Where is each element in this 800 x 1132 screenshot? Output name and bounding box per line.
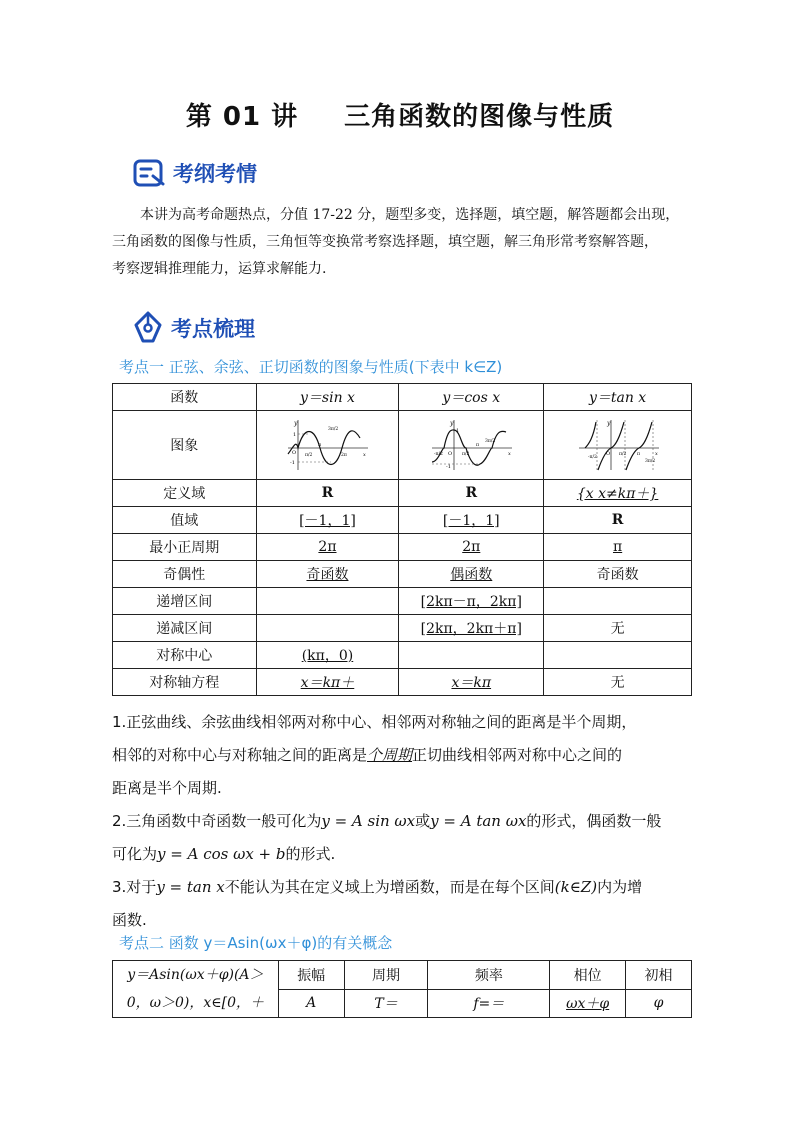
- row-label: 对称中心: [113, 642, 257, 669]
- tick-label: 3π/2: [485, 439, 496, 444]
- header-cell: y＝sin x: [256, 384, 399, 411]
- cos-graph: [428, 418, 514, 472]
- note-line: 距离是半个周期.: [112, 779, 222, 797]
- tick-label: -1: [446, 464, 452, 470]
- tick-label: π: [476, 443, 480, 448]
- note-emphasis: 个周期: [367, 746, 413, 764]
- section-heading-text: 考纲考情: [173, 162, 257, 186]
- tick-label: π/2: [462, 452, 470, 457]
- intro-paragraph: [112, 202, 692, 283]
- table-cell: [399, 642, 544, 669]
- table-row-decreasing: [113, 615, 692, 642]
- table-header-row: [113, 961, 692, 990]
- table-cell: 奇函数: [256, 561, 399, 588]
- note-text: 的形式，偶函数一般: [526, 812, 662, 830]
- table-row-domain: [113, 480, 692, 507]
- note-line: [112, 805, 692, 838]
- table-row-period: [113, 534, 692, 561]
- tick-label: O: [292, 450, 297, 456]
- note-text: 3.对于: [112, 878, 157, 896]
- axis-label: y: [606, 420, 610, 427]
- note-text: 或: [415, 812, 431, 830]
- table-cell: 2π: [256, 534, 399, 561]
- table-row-symmetry-axis: [113, 669, 692, 696]
- sin-graph-cell: [256, 411, 399, 480]
- sinusoid-concepts-table: [112, 960, 692, 1018]
- key-point-1-title: 考点一 正弦、余弦、正切函数的图象与性质(下表中 k∈Z): [119, 358, 503, 376]
- axis-label: x: [363, 452, 367, 458]
- table-row-parity: [113, 561, 692, 588]
- tan-graph: [575, 418, 661, 472]
- cos-graph-cell: [399, 411, 544, 480]
- formula: y = A tan ωx: [430, 812, 527, 830]
- tick-label: -π/2: [434, 452, 444, 457]
- tick-label: π/2: [305, 453, 313, 458]
- table-cell: [256, 615, 399, 642]
- table-header-row: [113, 384, 692, 411]
- row-label: 值域: [113, 507, 257, 534]
- tick-label: 1: [456, 428, 460, 434]
- tick-label: O: [605, 451, 610, 457]
- table-cell: R: [544, 507, 692, 534]
- tick-label: -π/2: [587, 455, 597, 460]
- table-cell: [544, 642, 692, 669]
- table-cell: 无: [544, 669, 692, 696]
- note-text: 相邻的对称中心与对称轴之间的距离是: [112, 746, 368, 764]
- axis-label: y: [294, 420, 298, 427]
- section-heading-outline: [133, 158, 257, 188]
- header-cell: 相位: [550, 961, 626, 990]
- function-definition-cell: [113, 961, 279, 1018]
- tick-label: O: [448, 451, 453, 457]
- note-line: [112, 838, 692, 871]
- section-heading-points: [133, 311, 255, 345]
- row-label: 定义域: [113, 480, 257, 507]
- note-text: 的形式.: [285, 845, 336, 863]
- key-point-2-title: 考点二 函数 y＝Asin(ωx＋φ)的有关概念: [119, 934, 393, 952]
- section-heading-text: 考点梳理: [171, 317, 255, 341]
- axis-label: y: [450, 420, 454, 427]
- note-line: [112, 871, 692, 904]
- table-cell: φ: [626, 989, 692, 1018]
- tick-label: π: [318, 443, 322, 448]
- table-cell: R: [399, 480, 544, 507]
- header-cell: 振幅: [278, 961, 344, 990]
- trig-properties-table: [112, 383, 692, 696]
- table-cell: [256, 588, 399, 615]
- formula: y = A cos ωx + b: [157, 845, 286, 863]
- header-cell: 函数: [113, 384, 257, 411]
- intro-line: 三角函数的图像与性质，三角恒等变换常考察选择题，填空题，解三角形常考察解答题，: [112, 234, 658, 250]
- axis-label: x: [654, 451, 658, 457]
- header-cell: y＝tan x: [544, 384, 692, 411]
- table-row-graph: [113, 411, 692, 480]
- row-label: 奇偶性: [113, 561, 257, 588]
- tick-label: 2π: [341, 453, 348, 458]
- table-row-increasing: [113, 588, 692, 615]
- header-cell: 初相: [626, 961, 692, 990]
- table-row-symmetry-center: [113, 642, 692, 669]
- table-cell: π: [544, 534, 692, 561]
- axis-label: x: [508, 451, 512, 457]
- row-label: 最小正周期: [113, 534, 257, 561]
- note-text: 不能认为其在定义域上为增函数，而是在每个区间: [224, 878, 555, 896]
- sin-graph: [284, 418, 370, 472]
- definition-line: y＝Asin(ωx＋φ)(A＞: [127, 967, 264, 983]
- note-line: [112, 739, 692, 772]
- row-label: 递减区间: [113, 615, 257, 642]
- note-text: 正切曲线相邻两对称中心之间的: [412, 746, 623, 764]
- lecture-number: 第 01 讲: [185, 102, 299, 132]
- note-text: 2.三角函数中奇函数一般可化为: [112, 812, 322, 830]
- tick-label: -1: [290, 460, 296, 466]
- intro-line: 本讲为高考命题热点，分值 17-22 分，题型多变，选择题，填空题，解答题都会出现，: [140, 207, 680, 223]
- table-cell: [2kπ－π，2kπ]: [399, 588, 544, 615]
- note-line: 1.正弦曲线、余弦曲线相邻两对称中心、相邻两对称轴之间的距离是半个周期，: [112, 713, 637, 731]
- table-cell: x＝kπ: [399, 669, 544, 696]
- table-cell: [2kπ，2kπ＋π]: [399, 615, 544, 642]
- row-label: 对称轴方程: [113, 669, 257, 696]
- outline-icon: [133, 158, 165, 188]
- table-cell: 2π: [399, 534, 544, 561]
- notes-block: [112, 706, 692, 937]
- header-cell: 周期: [344, 961, 428, 990]
- tan-graph-cell: [544, 411, 692, 480]
- table-cell: {x x≠kπ＋}: [544, 480, 692, 507]
- row-label: 递增区间: [113, 588, 257, 615]
- header-cell: 频率: [428, 961, 550, 990]
- pen-nib-icon: [133, 311, 163, 345]
- tick-label: π/2: [618, 452, 626, 457]
- header-cell: y＝cos x: [399, 384, 544, 411]
- table-cell: x＝kπ＋: [256, 669, 399, 696]
- table-cell: 偶函数: [399, 561, 544, 588]
- table-cell: f=＝: [428, 989, 550, 1018]
- formula: y = A sin ωx: [321, 812, 416, 830]
- formula: y = tan x: [156, 878, 225, 896]
- tick-label: 3π/2: [328, 427, 339, 432]
- table-cell: R: [256, 480, 399, 507]
- table-cell: 无: [544, 615, 692, 642]
- table-cell: T＝: [344, 989, 428, 1018]
- definition-line: 0，ω＞0)，x∈[0，＋: [126, 995, 265, 1011]
- table-cell: [544, 588, 692, 615]
- lecture-topic: 三角函数的图像与性质: [344, 102, 615, 132]
- intro-line: 考察逻辑推理能力，运算求解能力.: [112, 261, 327, 277]
- row-label: 图象: [113, 411, 257, 480]
- table-cell: 奇函数: [544, 561, 692, 588]
- table-cell: A: [278, 989, 344, 1018]
- tick-label: π: [636, 452, 640, 457]
- tick-label: 1: [293, 432, 297, 438]
- note-text: 可化为: [112, 845, 158, 863]
- table-cell: (kπ，0): [256, 642, 399, 669]
- table-cell: ωx＋φ: [550, 989, 626, 1018]
- table-cell: [－1，1]: [256, 507, 399, 534]
- table-cell: [－1，1]: [399, 507, 544, 534]
- table-row-range: [113, 507, 692, 534]
- tick-label: 3π/2: [644, 459, 655, 464]
- formula: (k∈Z): [554, 878, 598, 896]
- page-title: [0, 96, 800, 133]
- note-line: 函数.: [112, 911, 147, 929]
- note-text: 内为增: [597, 878, 643, 896]
